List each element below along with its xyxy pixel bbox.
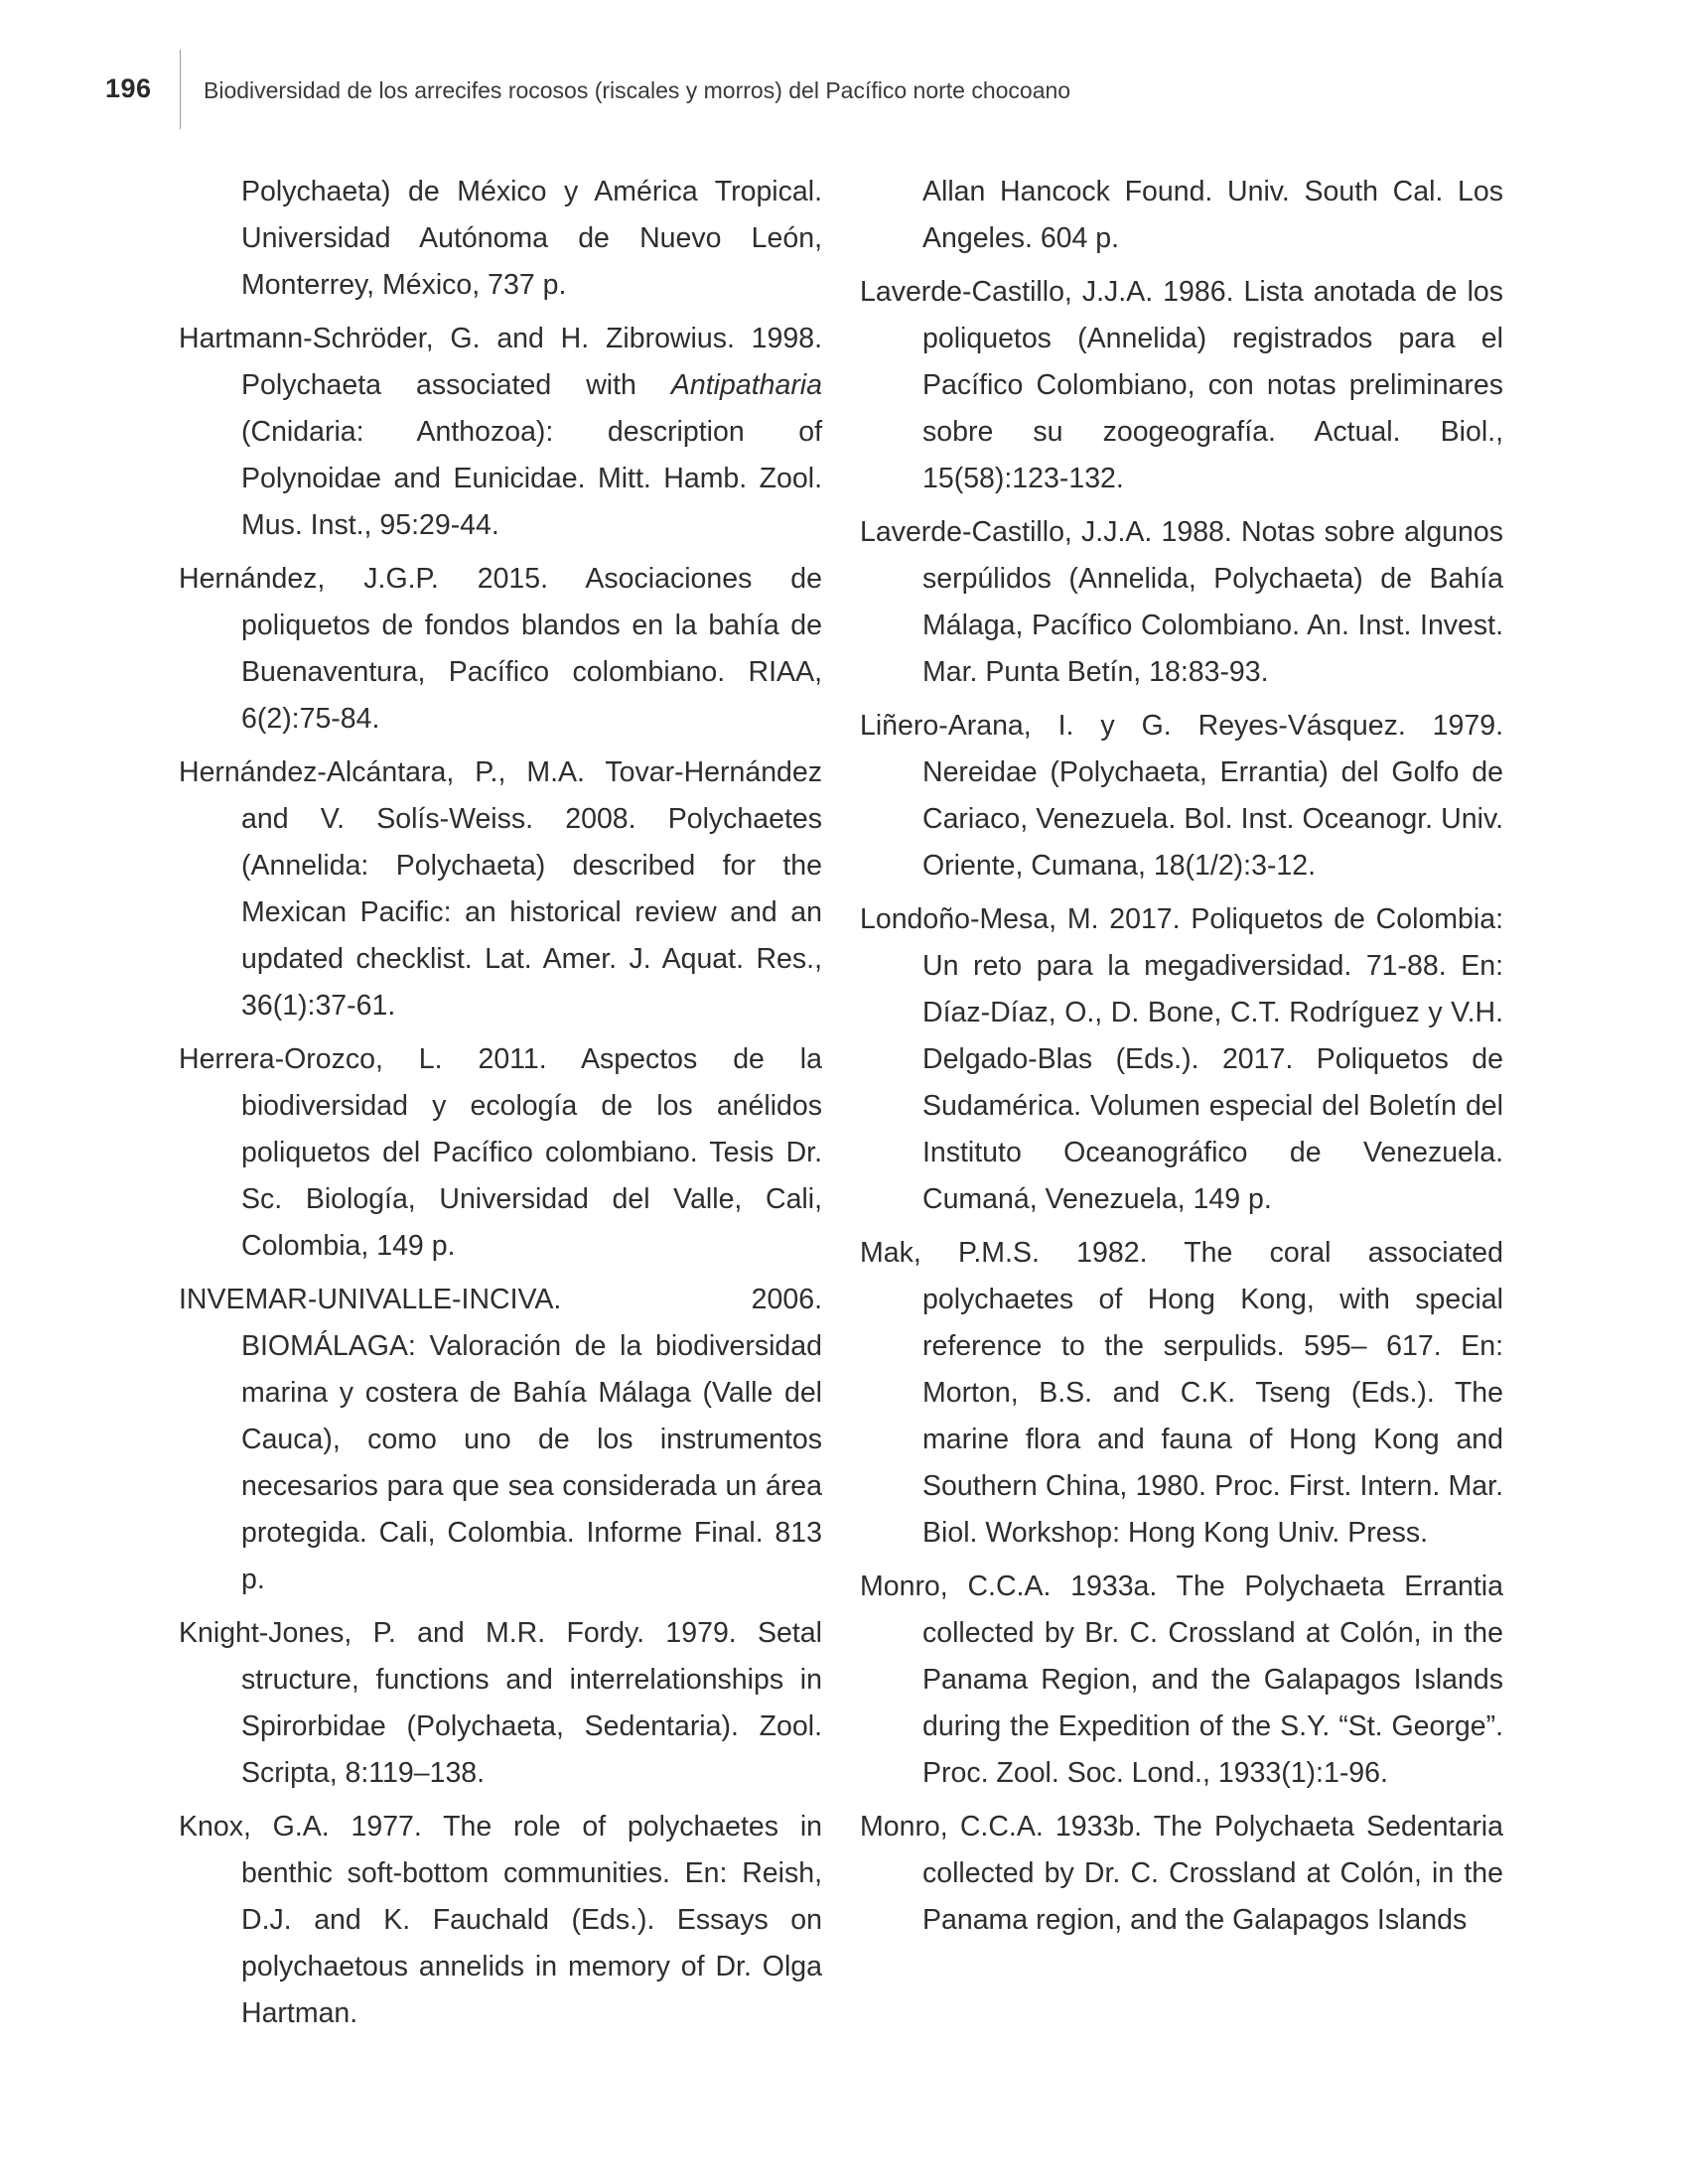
reference-entry: Allan Hancock Found. Univ. South Cal. Los Angeles. 604 p.: [922, 176, 1503, 254]
reference-entry: Mak, P.M.S. 1982. The coral associated polychaetes of Hong Kong, with special reference to the serpulids. 595– 617. En: Morton, B.S. and C.K. Tseng (Eds.). The marine flora and fauna of Hong Kong and Southern China, 1980. Proc. First. Intern. Mar. Biol. Workshop: Hong Kong Univ. Press.: [860, 1237, 1503, 1549]
reference-entry: Hernández-Alcántara, P., M.A. Tovar-Hernández and V. Solís-Weiss. 2008. Polychaetes (Annelida: Polychaeta) described for the Mexican Pacific: an historical review and an updated checklist. Lat. Amer. J. Aquat. Res., 36(1):37-61.: [179, 756, 822, 1022]
reference-text: (Cnidaria: Anthozoa): description of Polynoidae and Eunicidae. Mitt. Hamb. Zool. Mus. Inst., 95:29-44.: [241, 416, 822, 541]
reference-entry: Knox, G.A. 1977. The role of polychaetes in benthic soft-bottom communities. En: Reish, D.J. and K. Fauchald (Eds.). Essays on polychaetous annelids in memory of Dr. Olga Hartman.: [179, 1811, 822, 2029]
reference-entry: Monro, C.C.A. 1933a. The Polychaeta Errantia collected by Br. C. Crossland at Colón, in the Panama Region, and the Galapagos Islands during the Expedition of the S.Y. “St. George”. Proc. Zool. Soc. Lond., 1933(1):1-96.: [860, 1570, 1503, 1789]
right-column: [860, 169, 1503, 1951]
reference-entry: Knight-Jones, P. and M.R. Fordy. 1979. Setal structure, functions and interrelationships in Spirorbidae (Polychaeta, Sedentaria). Zool. Scripta, 8:119–138.: [179, 1617, 822, 1789]
reference-entry: Polychaeta) de México y América Tropical. Universidad Autónoma de Nuevo León, Monterrey, México, 737 p.: [241, 176, 822, 301]
reference-entry: Monro, C.C.A. 1933b. The Polychaeta Sedentaria collected by Dr. C. Crossland at Colón, in the Panama region, and the Galapagos Islands: [860, 1811, 1503, 1936]
reference-italic-term: Antipatharia: [670, 369, 822, 401]
reference-entry: INVEMAR-UNIVALLE-INCIVA. 2006. BIOMÁLAGA: Valoración de la biodiversidad marina y costera de Bahía Málaga (Valle del Cauca), como uno de los instrumentos necesarios para que sea considerada un área protegida. Cali, Colombia. Informe Final. 813 p.: [179, 1284, 822, 1595]
reference-entry: [179, 316, 822, 549]
reference-entry: Hernández, J.G.P. 2015. Asociaciones de poliquetos de fondos blandos en la bahía de Buenaventura, Pacífico colombiano. RIAA, 6(2):75-84.: [179, 563, 822, 735]
reference-entry: Londoño-Mesa, M. 2017. Poliquetos de Colombia: Un reto para la megadiversidad. 71-88. En: Díaz-Díaz, O., D. Bone, C.T. Rodríguez y V.H. Delgado-Blas (Eds.). 2017. Poliquetos de Sudamérica. Volumen especial del Boletín del Instituto Oceanográfico de Venezuela. Cumaná, Venezuela, 149 p.: [860, 903, 1503, 1215]
reference-entry: Laverde-Castillo, J.J.A. 1986. Lista anotada de los poliquetos (Annelida) registrados para el Pacífico Colombiano, con notas preliminares sobre su zoogeografía. Actual. Biol., 15(58):123-132.: [860, 276, 1503, 494]
header-divider: [180, 50, 181, 129]
reference-entry: Herrera-Orozco, L. 2011. Aspectos de la biodiversidad y ecología de los anélidos poliquetos del Pacífico colombiano. Tesis Dr. Sc. Biología, Universidad del Valle, Cali, Colombia, 149 p.: [179, 1043, 822, 1262]
reference-entry: Liñero-Arana, I. y G. Reyes-Vásquez. 1979. Nereidae (Polychaeta, Errantia) del Golfo de Cariaco, Venezuela. Bol. Inst. Oceanogr. Univ. Oriente, Cumana, 18(1/2):3-12.: [860, 710, 1503, 882]
reference-entry: Laverde-Castillo, J.J.A. 1988. Notas sobre algunos serpúlidos (Annelida, Polychaeta) de Bahía Málaga, Pacífico Colombiano. An. Inst. Invest. Mar. Punta Betín, 18:83-93.: [860, 516, 1503, 688]
reference-text: Hartmann-Schröder, G. and H. Zibrowius. 1998. Polychaeta associated with: [179, 323, 822, 401]
page-number: 196: [105, 73, 152, 103]
running-title: Biodiversidad de los arrecifes rocosos (riscales y morros) del Pacífico norte chocoano: [204, 77, 1071, 103]
left-column: [179, 169, 822, 2044]
